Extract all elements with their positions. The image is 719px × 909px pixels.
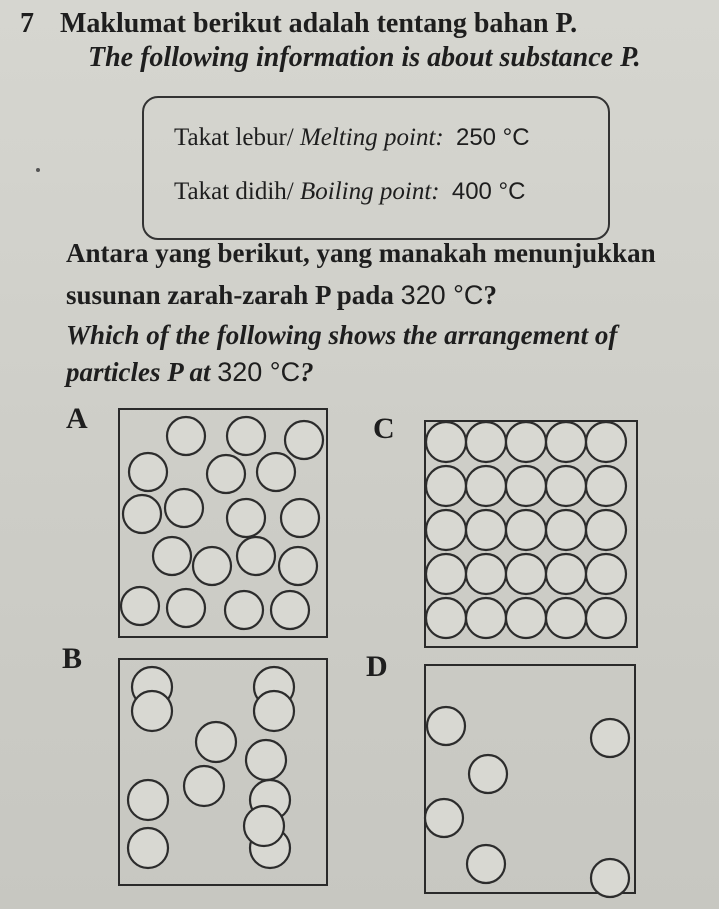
prompt-malay-temperature: 320 °C (400, 280, 484, 310)
particle-b (128, 780, 168, 820)
particle-d (591, 859, 629, 897)
particle-c (466, 466, 506, 506)
particle-b (244, 806, 284, 846)
question-stem-english: The following information is about substance P. (88, 42, 641, 73)
prompt-malay-qmark: ? (483, 280, 497, 310)
prompt-english-temperature: 320 °C (217, 357, 301, 387)
melting-point-value: 250 °C (455, 124, 530, 151)
particle-a (167, 589, 205, 627)
particle-c (506, 422, 546, 462)
particle-d (427, 707, 465, 745)
particle-c (586, 422, 626, 462)
prompt-english-line-1: Which of the following shows the arrangement of (66, 320, 618, 350)
prompt-english-text: particles P at (66, 357, 211, 387)
particle-c (586, 510, 626, 550)
boiling-point-value: 400 °C (451, 178, 526, 205)
particle-a (227, 499, 265, 537)
particle-b (246, 740, 286, 780)
particle-c (586, 554, 626, 594)
option-c-label[interactable]: C (373, 412, 395, 445)
particle-a (153, 537, 191, 575)
option-d-label[interactable]: D (366, 650, 388, 683)
particle-c (546, 466, 586, 506)
prompt-malay-line-1: Antara yang berikut, yang manakah menunjukkan (66, 238, 656, 268)
question-stem-malay: Maklumat berikut adalah tentang bahan P. (60, 8, 578, 39)
particle-a (129, 453, 167, 491)
particle-c (506, 598, 546, 638)
particle-c (426, 466, 466, 506)
particle-c (426, 554, 466, 594)
particle-a (121, 587, 159, 625)
option-b-label[interactable]: B (62, 642, 83, 675)
melting-label-english: Melting point: (299, 124, 444, 151)
particle-c (466, 598, 506, 638)
particle-a (165, 489, 203, 527)
particle-b (184, 766, 224, 806)
particle-c (466, 422, 506, 462)
particle-a (281, 499, 319, 537)
stray-dot (36, 168, 40, 172)
particle-a (123, 495, 161, 533)
prompt-malay-text: susunan zarah-zarah P pada (66, 280, 394, 310)
particle-c (426, 510, 466, 550)
option-a-label[interactable]: A (66, 402, 88, 435)
particle-c (506, 510, 546, 550)
particle-c (546, 598, 586, 638)
particle-a (167, 417, 205, 455)
particle-c (506, 466, 546, 506)
particle-b (196, 722, 236, 762)
particle-a (193, 547, 231, 585)
particle-a (285, 421, 323, 459)
particle-a (225, 591, 263, 629)
particle-a (279, 547, 317, 585)
particle-a (227, 417, 265, 455)
particle-c (546, 422, 586, 462)
particle-a (271, 591, 309, 629)
particle-b (128, 828, 168, 868)
melting-label-malay: Takat lebur/ (174, 124, 294, 151)
boiling-label-malay: Takat didih/ (174, 178, 294, 205)
particle-c (586, 598, 626, 638)
question-number: 7 (20, 8, 34, 39)
particle-c (546, 510, 586, 550)
particle-a (237, 537, 275, 575)
particle-d (425, 799, 463, 837)
particle-c (426, 598, 466, 638)
particle-a (207, 455, 245, 493)
particle-b (254, 691, 294, 731)
boiling-label-english: Boiling point: (300, 178, 440, 205)
particle-d (469, 755, 507, 793)
particle-c (426, 422, 466, 462)
particle-c (586, 466, 626, 506)
particle-c (506, 554, 546, 594)
particle-c (466, 554, 506, 594)
particle-c (546, 554, 586, 594)
particle-b (132, 691, 172, 731)
particle-c (466, 510, 506, 550)
particle-d (591, 719, 629, 757)
particle-d (467, 845, 505, 883)
prompt-english-qmark: ? (300, 357, 314, 387)
particle-a (257, 453, 295, 491)
